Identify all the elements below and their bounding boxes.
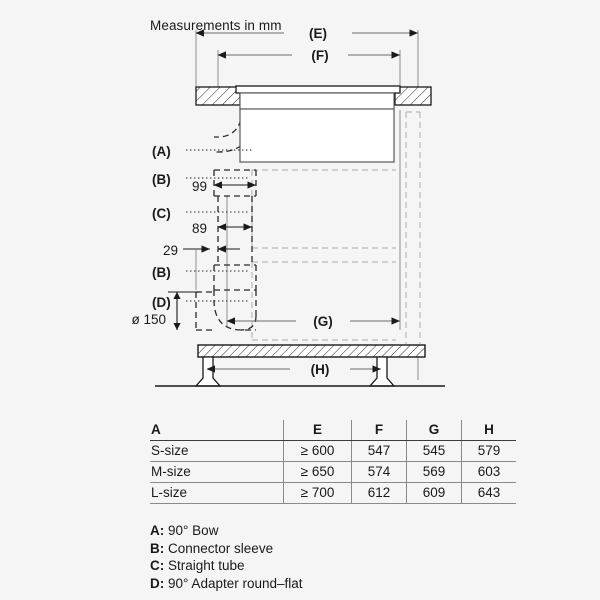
table-header-f: F [352, 420, 407, 441]
cell-f: 574 [352, 462, 407, 483]
legend-key-d: D: [150, 575, 165, 591]
part-label-d: (D) [152, 295, 171, 310]
table-header-e: E [284, 420, 352, 441]
legend-text-b: Connector sleeve [168, 540, 274, 556]
cell-size: S-size [150, 441, 284, 462]
spec-table [150, 420, 516, 504]
part-label-b-upper: (B) [152, 172, 171, 187]
legend-text-c: Straight tube [168, 558, 245, 573]
measure-89: 89 [191, 221, 207, 236]
legend-item-a [150, 522, 303, 540]
table-row [150, 462, 516, 483]
dimension-label-g: (G) [313, 314, 333, 329]
measure-29: 29 [162, 243, 178, 258]
dimension-lines [168, 33, 418, 369]
legend-item-d [150, 575, 303, 593]
part-label-a: (A) [152, 144, 171, 159]
part-label-c: (C) [152, 206, 171, 221]
cell-f: 547 [352, 441, 407, 462]
cell-h: 643 [462, 483, 517, 504]
cell-e: ≥ 600 [284, 441, 352, 462]
cell-h: 579 [462, 441, 517, 462]
legend-text-a: 90° Bow [168, 523, 219, 538]
legend-text-d: 90° Adapter round–flat [168, 575, 303, 591]
legend [150, 522, 303, 592]
cell-size: M-size [150, 462, 284, 483]
cell-e: ≥ 650 [284, 462, 352, 483]
dimension-label-h: (H) [310, 362, 330, 377]
measure-diameter: ø 150 [131, 312, 166, 327]
table-header-h: H [462, 420, 517, 441]
diagram-text [131, 26, 332, 377]
cell-g: 545 [407, 441, 462, 462]
legend-key-a: A: [150, 523, 165, 538]
legend-item-b [150, 540, 303, 558]
table-header-g: G [407, 420, 462, 441]
cell-e: ≥ 700 [284, 483, 352, 504]
table-row [150, 483, 516, 504]
table-header-a: A [150, 420, 284, 441]
legend-item-c [150, 557, 303, 575]
support-legs [196, 357, 394, 386]
dimension-label-f: (F) [311, 48, 329, 63]
measure-99: 99 [191, 179, 207, 194]
dimension-label-e: (E) [309, 26, 327, 41]
cell-h: 603 [462, 462, 517, 483]
table-row [150, 441, 516, 462]
table-header-row [150, 420, 516, 441]
cell-size: L-size [150, 483, 284, 504]
cell-g: 569 [407, 462, 462, 483]
part-label-b-lower: (B) [152, 265, 171, 280]
legend-key-c: C: [150, 558, 165, 573]
legend-key-b: B: [150, 540, 165, 556]
cell-g: 609 [407, 483, 462, 504]
base-plinth [198, 345, 425, 357]
measurements-note: Measurements in mm [150, 18, 282, 33]
cell-f: 612 [352, 483, 407, 504]
appliance-body [236, 86, 400, 162]
